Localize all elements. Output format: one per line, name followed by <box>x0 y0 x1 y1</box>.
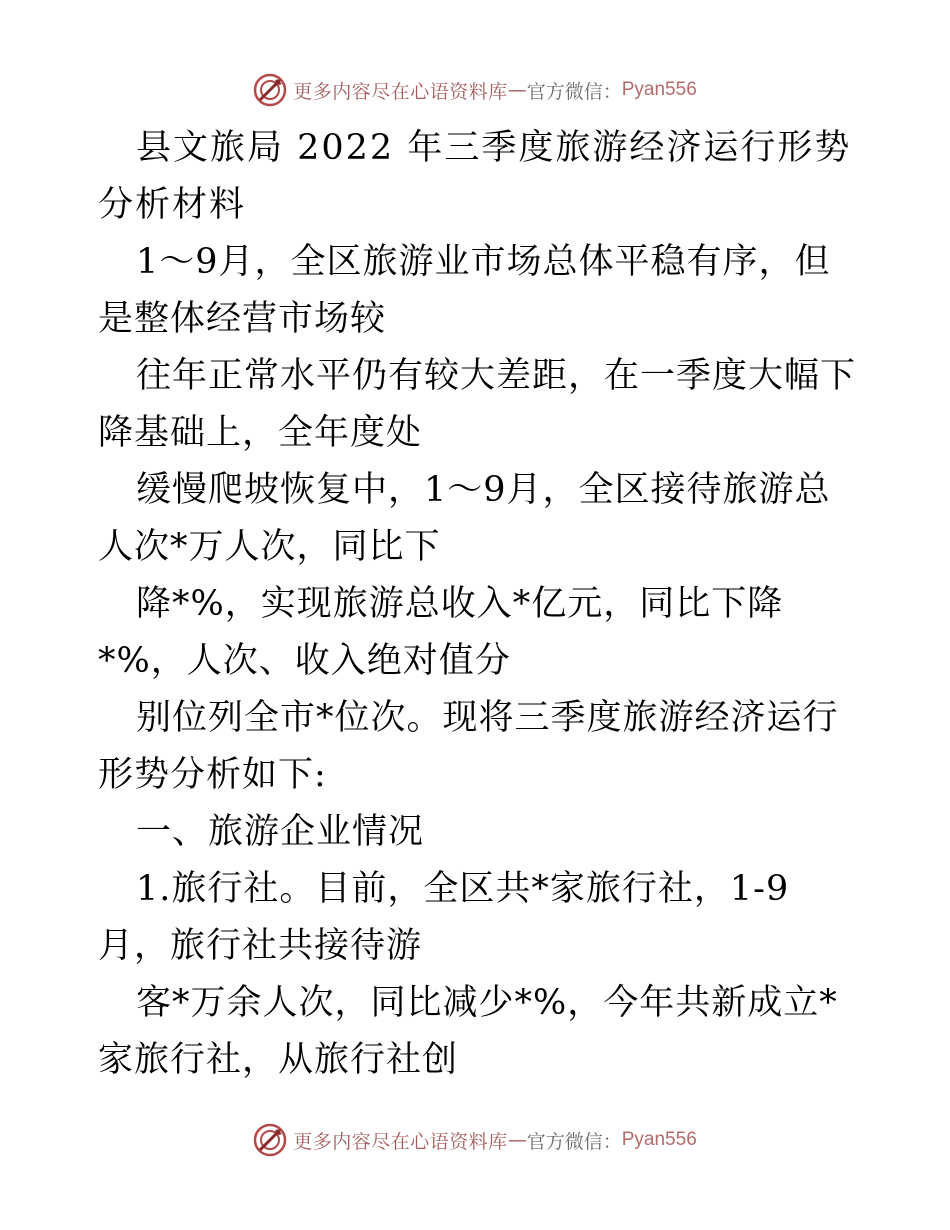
watermark-label: 官方微信： <box>526 1130 622 1153</box>
paragraph: 降*%，实现旅游总收入*亿元，同比下降*%，人次、收入绝对值分 <box>98 584 784 681</box>
footer-watermark <box>0 1120 950 1160</box>
watermark-text: 更多内容尽在心语资料库 <box>293 80 508 103</box>
watermark-label: 官方微信： <box>526 80 622 103</box>
watermark-account: Pyan556 <box>621 79 697 100</box>
paragraph: 1.旅行社。目前，全区共*家旅行社，1-9 月，旅行社共接待游 <box>98 869 790 966</box>
watermark-dash: — <box>507 79 527 101</box>
brand-logo-icon <box>253 1123 287 1157</box>
paragraph: 客*万余人次，同比减少*%，今年共新成立*家旅行社，从旅行社创 <box>98 983 838 1080</box>
paragraph: 别位列全市*位次。现将三季度旅游经济运行形势分析如下: <box>98 698 839 795</box>
watermark-dash: — <box>507 1129 527 1151</box>
brand-logo-icon <box>253 73 287 107</box>
paragraph: 往年正常水平仍有较大差距，在一季度大幅下降基础上，全年度处 <box>98 356 857 453</box>
watermark-text: 更多内容尽在心语资料库 <box>293 1130 508 1153</box>
header-watermark <box>0 70 950 110</box>
watermark-account: Pyan556 <box>621 1129 697 1150</box>
document-body <box>98 120 858 1089</box>
document-title: 县文旅局 2022 年三季度旅游经济运行形势分析材料 <box>98 128 852 225</box>
section-heading: 一、旅游企业情况 <box>136 812 425 852</box>
paragraph: 1～9月，全区旅游业市场总体平稳有序，但是整体经营市场较 <box>98 242 831 339</box>
paragraph: 缓慢爬坡恢复中，1～9月，全区接待旅游总人次*万人次，同比下 <box>98 470 831 567</box>
